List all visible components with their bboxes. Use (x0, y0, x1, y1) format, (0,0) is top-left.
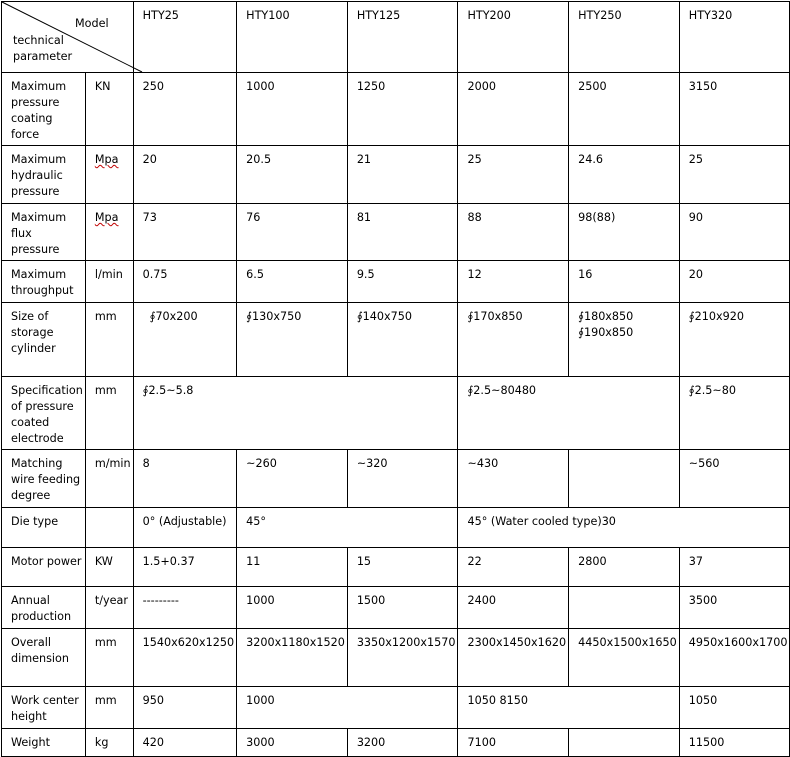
value-cell: ~560 (679, 450, 790, 508)
value-cell: ∮2.5~80480 (458, 377, 679, 450)
value-cell (569, 729, 680, 757)
value-cell: 1540x620x1250 (133, 629, 237, 687)
unit-cell: KW (85, 548, 133, 587)
value-cell: 37 (679, 548, 790, 587)
value-cell: ∮70x200 (133, 303, 237, 377)
value-cell: 20 (133, 146, 237, 204)
model-header: HTY25 (133, 2, 237, 73)
technical-label: technical (13, 34, 64, 47)
value-cell: 12 (458, 261, 569, 303)
param-label: Matching wire feeding degree (2, 450, 86, 508)
param-label: Overall dimension (2, 629, 86, 687)
unit-cell (85, 146, 133, 204)
param-label: Maximum hydraulic pressure (2, 146, 86, 204)
value-cell: 6.5 (237, 261, 348, 303)
table-row (2, 508, 790, 548)
param-label: Die type (2, 508, 86, 548)
value-cell: 16 (569, 261, 680, 303)
value-cell: 4950x1600x1700 (679, 629, 790, 687)
param-label: Annual production (2, 587, 86, 629)
value-cell: 9.5 (347, 261, 458, 303)
value-cell: 25 (458, 146, 569, 204)
value-cell: 90 (679, 204, 790, 261)
unit-text: Mpa (94, 153, 119, 166)
value-cell: 25 (679, 146, 790, 204)
param-label: Specification of pressure coated electrode (2, 377, 86, 450)
param-label: Maximum throughput (2, 261, 86, 303)
value-cell: ∮130x750 (237, 303, 348, 377)
value-cell: 1500 (347, 587, 458, 629)
table-row (2, 146, 790, 204)
value-cell: 21 (347, 146, 458, 204)
value-cell: 2800 (569, 548, 680, 587)
value-cell: 20.5 (237, 146, 348, 204)
model-header: HTY100 (237, 2, 348, 73)
table-row (2, 261, 790, 303)
value-cell: ~430 (458, 450, 569, 508)
value-cell: 1.5+0.37 (133, 548, 237, 587)
value-cell: 2500 (569, 73, 680, 146)
table-row (2, 687, 790, 729)
value-cell: 1000 (237, 687, 458, 729)
value-cell: 15 (347, 548, 458, 587)
technical-parameter-table (1, 1, 790, 757)
value-cell: 3150 (679, 73, 790, 146)
value-cell: 1050 (679, 687, 790, 729)
value-cell: 4450x1500x1650 (569, 629, 680, 687)
technical-parameter-label (13, 33, 72, 65)
unit-cell: l/min (85, 261, 133, 303)
unit-text: Mpa (94, 211, 119, 224)
param-label: Motor power (2, 548, 86, 587)
table-row (2, 548, 790, 587)
table-row (2, 303, 790, 377)
unit-cell: KN (85, 73, 133, 146)
value-cell: 88 (458, 204, 569, 261)
corner-header-cell (2, 2, 134, 73)
unit-cell: mm (85, 687, 133, 729)
unit-cell (85, 508, 133, 548)
value-cell: 1050 8150 (458, 687, 679, 729)
table-row (2, 629, 790, 687)
unit-cell: t/year (85, 587, 133, 629)
model-header: HTY125 (347, 2, 458, 73)
table-row (2, 377, 790, 450)
table-row (2, 450, 790, 508)
value-cell: 3500 (679, 587, 790, 629)
value-cell: 45° (237, 508, 458, 548)
value-cell: 1250 (347, 73, 458, 146)
value-cell: ∮210x920 (679, 303, 790, 377)
value-cell: 45° (Water cooled type)30 (458, 508, 790, 548)
value-cell: 8 (133, 450, 237, 508)
value-cell: 1000 (237, 73, 348, 146)
value-cell: ~320 (347, 450, 458, 508)
param-label: Size of storage cylinder (2, 303, 86, 377)
param-label: Maximum pressure coating force (2, 73, 86, 146)
value-cell: 81 (347, 204, 458, 261)
model-label: Model (75, 17, 109, 30)
value-cell: 11500 (679, 729, 790, 757)
value-cell: ∮170x850 (458, 303, 569, 377)
value-cell: 73 (133, 204, 237, 261)
model-header: HTY200 (458, 2, 569, 73)
value-cell: 98(88) (569, 204, 680, 261)
value-cell: 1000 (237, 587, 348, 629)
value-cell: 22 (458, 548, 569, 587)
table-row (2, 73, 790, 146)
value-cell: 11 (237, 548, 348, 587)
value-cell: ∮2.5~5.8 (133, 377, 458, 450)
value-cell: ∮140x750 (347, 303, 458, 377)
value-cell: 3200 (347, 729, 458, 757)
param-label: Work center height (2, 687, 86, 729)
model-header: HTY320 (679, 2, 790, 73)
value-cell: 2400 (458, 587, 569, 629)
table-row (2, 204, 790, 261)
value-cell: 76 (237, 204, 348, 261)
unit-cell: m/min (85, 450, 133, 508)
value-line: ∮190x850 (578, 326, 634, 339)
value-cell: 7100 (458, 729, 569, 757)
value-cell (569, 587, 680, 629)
unit-cell (85, 204, 133, 261)
value-line: ∮180x850 (578, 310, 634, 323)
unit-cell: mm (85, 377, 133, 450)
value-cell: 0.75 (133, 261, 237, 303)
value-cell: ~260 (237, 450, 348, 508)
unit-cell: mm (85, 629, 133, 687)
value-cell (569, 450, 680, 508)
table-row (2, 729, 790, 757)
value-cell: 3350x1200x1570 (347, 629, 458, 687)
value-cell: 2300x1450x1620 (458, 629, 569, 687)
param-label: Weight (2, 729, 86, 757)
value-cell: 0° (Adjustable) (133, 508, 237, 548)
model-header: HTY250 (569, 2, 680, 73)
table-row (2, 587, 790, 629)
value-cell: 3200x1180x1520 (237, 629, 348, 687)
unit-cell: kg (85, 729, 133, 757)
param-label: Maximum flux pressure (2, 204, 86, 261)
parameter-label: parameter (13, 50, 73, 63)
value-cell: 3000 (237, 729, 348, 757)
header-row (2, 2, 790, 73)
value-cell: 20 (679, 261, 790, 303)
value-cell: 420 (133, 729, 237, 757)
value-cell: 250 (133, 73, 237, 146)
value-cell: 24.6 (569, 146, 680, 204)
value-cell: 950 (133, 687, 237, 729)
value-cell (569, 303, 680, 377)
value-cell: ∮2.5~80 (679, 377, 790, 450)
value-cell: 2000 (458, 73, 569, 146)
value-cell: --------- (133, 587, 237, 629)
unit-cell: mm (85, 303, 133, 377)
